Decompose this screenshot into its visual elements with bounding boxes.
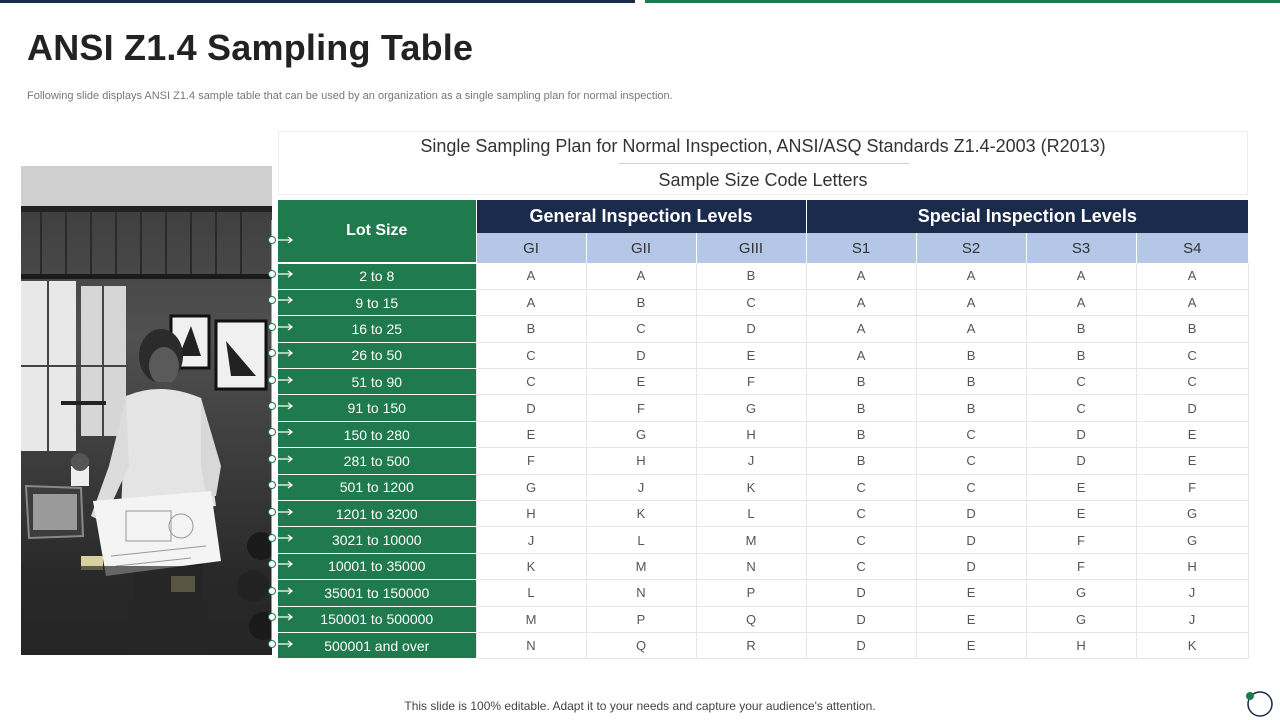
code-cell: A (1026, 263, 1136, 289)
code-cell: B (696, 263, 806, 289)
code-cell: J (1136, 580, 1248, 606)
code-cell: E (1136, 421, 1248, 447)
slide-subtitle: Following slide displays ANSI Z1.4 sample table that can be used by an organization as a single sampling plan for normal inspection. (27, 90, 673, 102)
code-cell: B (806, 448, 916, 474)
code-cell: G (1026, 580, 1136, 606)
lot-size-cell: 281 to 500 (278, 448, 476, 474)
table-row (278, 421, 1248, 447)
code-cell: L (696, 501, 806, 527)
code-cell: M (476, 606, 586, 632)
code-cell: J (696, 448, 806, 474)
table-row (278, 553, 1248, 579)
table-row (278, 606, 1248, 632)
code-cell: E (916, 606, 1026, 632)
code-cell: C (586, 316, 696, 342)
code-cell: K (1136, 632, 1248, 658)
table-row (278, 263, 1248, 289)
code-cell: E (476, 421, 586, 447)
slide-footer: This slide is 100% editable. Adapt it to your needs and capture your audience's attention. (404, 699, 876, 713)
code-cell: F (1026, 527, 1136, 553)
code-cell: B (806, 369, 916, 395)
code-cell: H (1026, 632, 1136, 658)
lot-size-cell: 35001 to 150000 (278, 580, 476, 606)
code-cell: E (586, 369, 696, 395)
code-cell: H (696, 421, 806, 447)
table-row (278, 580, 1248, 606)
code-cell: E (696, 342, 806, 368)
code-cell: B (806, 395, 916, 421)
table-row (278, 527, 1248, 553)
sampling-table (278, 200, 1249, 659)
code-cell: A (476, 263, 586, 289)
code-cell: A (916, 316, 1026, 342)
code-cell: C (806, 474, 916, 500)
table-row (278, 448, 1248, 474)
code-cell: Q (586, 632, 696, 658)
code-cell: P (696, 580, 806, 606)
slide-title: ANSI Z1.4 Sampling Table (27, 27, 474, 68)
column-header-gii: GII (586, 233, 696, 263)
table-row (278, 501, 1248, 527)
code-cell: B (1136, 316, 1248, 342)
top-accent-bar-navy (0, 0, 635, 3)
code-cell: D (916, 553, 1026, 579)
code-cell: B (916, 369, 1026, 395)
column-header-s2: S2 (916, 233, 1026, 263)
code-cell: L (476, 580, 586, 606)
code-cell: D (806, 580, 916, 606)
table-row (278, 342, 1248, 368)
code-cell: D (1136, 395, 1248, 421)
lot-size-cell: 1201 to 3200 (278, 501, 476, 527)
code-cell: B (586, 289, 696, 315)
code-cell: C (476, 342, 586, 368)
lot-size-cell: 3021 to 10000 (278, 527, 476, 553)
caption-divider (619, 163, 909, 164)
code-cell: M (586, 553, 696, 579)
code-cell: D (1026, 421, 1136, 447)
table-row (278, 395, 1248, 421)
code-cell: B (806, 421, 916, 447)
column-header-giii: GIII (696, 233, 806, 263)
code-cell: K (696, 474, 806, 500)
code-cell: D (476, 395, 586, 421)
code-cell: K (586, 501, 696, 527)
code-cell: B (916, 395, 1026, 421)
code-cell: G (586, 421, 696, 447)
code-cell: H (586, 448, 696, 474)
code-cell: C (1136, 369, 1248, 395)
table-row (278, 632, 1248, 658)
code-cell: J (1136, 606, 1248, 632)
code-cell: C (696, 289, 806, 315)
office-photo (21, 166, 272, 655)
code-cell: G (696, 395, 806, 421)
code-cell: P (586, 606, 696, 632)
code-cell: D (806, 632, 916, 658)
code-cell: D (806, 606, 916, 632)
code-cell: B (476, 316, 586, 342)
code-cell: F (696, 369, 806, 395)
code-cell: A (1026, 289, 1136, 315)
column-header-s4: S4 (1136, 233, 1248, 263)
lot-size-cell: 150 to 280 (278, 421, 476, 447)
code-cell: F (1026, 553, 1136, 579)
code-cell: G (1026, 606, 1136, 632)
column-header-s3: S3 (1026, 233, 1136, 263)
code-cell: J (476, 527, 586, 553)
code-cell: N (476, 632, 586, 658)
code-cell: C (916, 421, 1026, 447)
lot-size-cell: 501 to 1200 (278, 474, 476, 500)
code-cell: M (696, 527, 806, 553)
table-row (278, 316, 1248, 342)
code-cell: G (1136, 527, 1248, 553)
row-connector-arrows (264, 200, 304, 660)
code-cell: D (1026, 448, 1136, 474)
code-cell: Q (696, 606, 806, 632)
code-cell: E (916, 632, 1026, 658)
code-cell: A (1136, 263, 1248, 289)
table-row (278, 369, 1248, 395)
lot-size-cell: 91 to 150 (278, 395, 476, 421)
code-cell: A (476, 289, 586, 315)
code-cell: G (476, 474, 586, 500)
code-cell: B (1026, 342, 1136, 368)
table-row (278, 474, 1248, 500)
special-inspection-header: Special Inspection Levels (806, 200, 1248, 233)
caption-subtitle: Sample Size Code Letters (658, 170, 868, 190)
code-cell: C (916, 448, 1026, 474)
code-cell: F (476, 448, 586, 474)
code-cell: L (586, 527, 696, 553)
code-cell: A (806, 263, 916, 289)
code-cell: E (1026, 501, 1136, 527)
code-cell: F (586, 395, 696, 421)
code-cell: A (806, 316, 916, 342)
lot-size-cell: 150001 to 500000 (278, 606, 476, 632)
code-cell: A (916, 289, 1026, 315)
code-cell: D (696, 316, 806, 342)
top-accent-bar-green (645, 0, 1280, 3)
lot-size-cell: 9 to 15 (278, 289, 476, 315)
code-cell: B (1026, 316, 1136, 342)
lot-size-cell: 10001 to 35000 (278, 553, 476, 579)
brand-logo-icon (1243, 688, 1275, 718)
lot-size-cell: 51 to 90 (278, 369, 476, 395)
code-cell: E (1026, 474, 1136, 500)
code-cell: H (476, 501, 586, 527)
column-header-gi: GI (476, 233, 586, 263)
code-cell: F (1136, 474, 1248, 500)
code-cell: C (806, 527, 916, 553)
code-cell: A (806, 289, 916, 315)
code-cell: B (916, 342, 1026, 368)
column-header-s1: S1 (806, 233, 916, 263)
lot-size-header: Lot Size (278, 200, 476, 263)
table-caption (278, 131, 1248, 195)
code-cell: N (696, 553, 806, 579)
lot-size-cell: 16 to 25 (278, 316, 476, 342)
code-cell: D (586, 342, 696, 368)
lot-size-cell: 500001 and over (278, 632, 476, 658)
code-cell: C (1026, 395, 1136, 421)
code-cell: D (916, 527, 1026, 553)
code-cell: A (586, 263, 696, 289)
code-cell: D (916, 501, 1026, 527)
general-inspection-header: General Inspection Levels (476, 200, 806, 233)
code-cell: G (1136, 501, 1248, 527)
code-cell: K (476, 553, 586, 579)
code-cell: J (586, 474, 696, 500)
code-cell: N (586, 580, 696, 606)
code-cell: R (696, 632, 806, 658)
code-cell: C (806, 501, 916, 527)
lot-size-cell: 2 to 8 (278, 263, 476, 289)
code-cell: H (1136, 553, 1248, 579)
lot-size-cell: 26 to 50 (278, 342, 476, 368)
code-cell: A (1136, 289, 1248, 315)
code-cell: C (1136, 342, 1248, 368)
code-cell: A (916, 263, 1026, 289)
code-cell: A (806, 342, 916, 368)
code-cell: E (1136, 448, 1248, 474)
code-cell: C (806, 553, 916, 579)
caption-plan-title: Single Sampling Plan for Normal Inspection, ANSI/ASQ Standards Z1.4-2003 (R2013) (420, 136, 1106, 156)
code-cell: E (916, 580, 1026, 606)
code-cell: C (1026, 369, 1136, 395)
code-cell: C (916, 474, 1026, 500)
code-cell: C (476, 369, 586, 395)
table-row (278, 289, 1248, 315)
